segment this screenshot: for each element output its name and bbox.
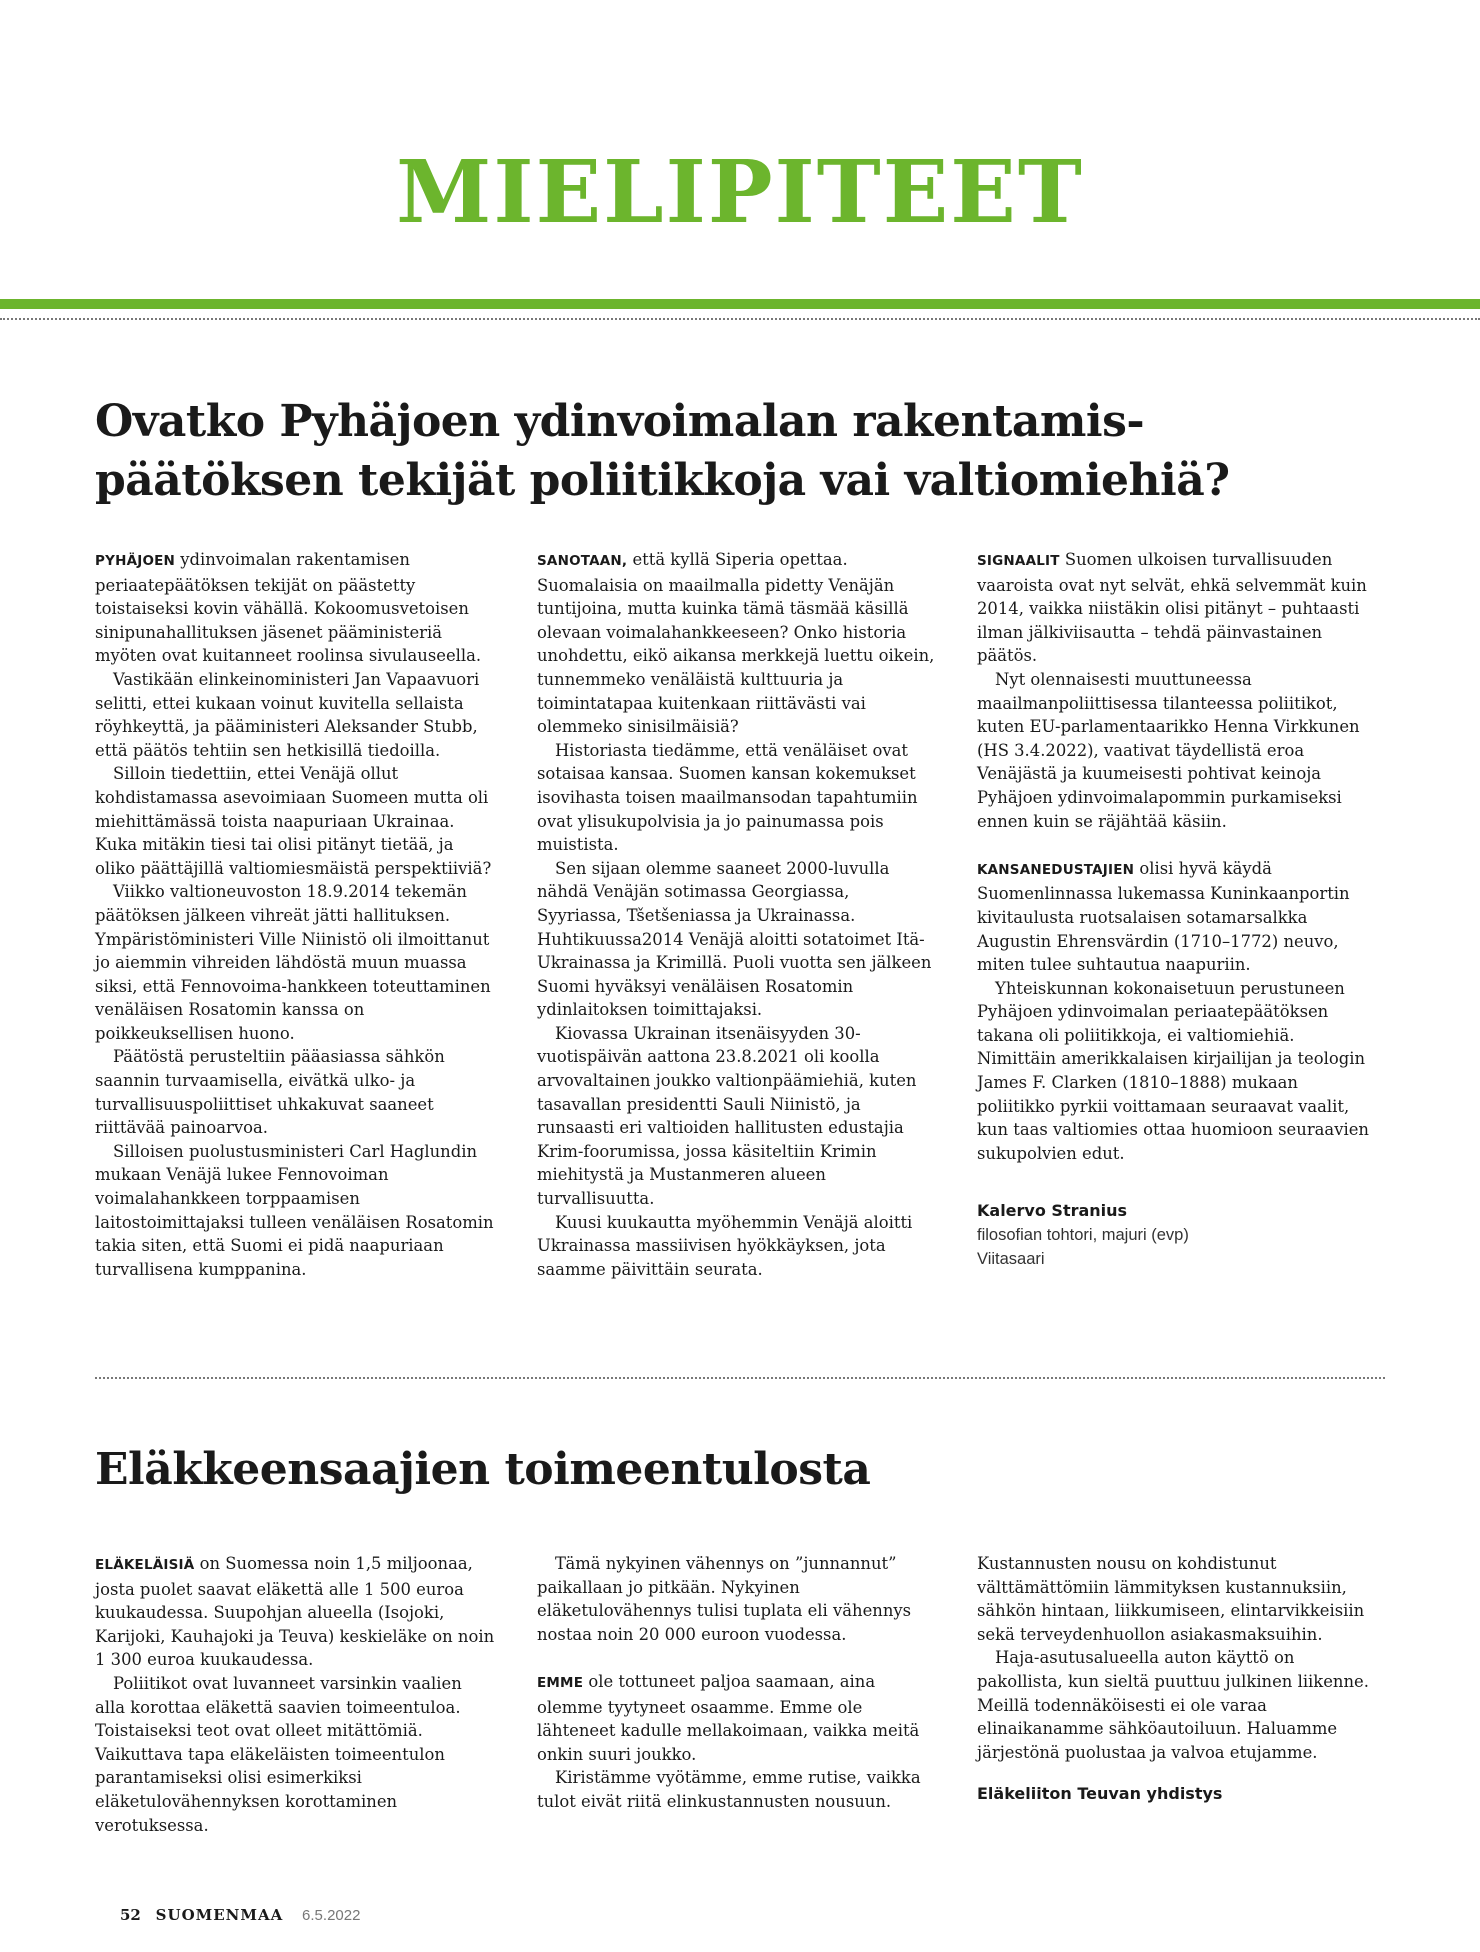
article1-col1-paragraph-5: Päätöstä perusteltiin pääasiassa sähkön saannin turvaamisella, eivätkä ulko- ja turvallisuuspoliittiset uhkakuvat saaneet riittävää painoarvoa. — [95, 1047, 445, 1138]
article2-col3-paragraph-1: Kustannusten nousu on kohdistunut välttämättömiin lämmityksen kustannuksiin, sähkön hintaan, liikkumiseen, elintarvikkeisiin sekä terveydenhuollon asiakasmaksuihin. — [977, 1554, 1365, 1644]
article1-col2-paragraph-3: Sen sijaan olemme saaneet 2000-luvulla nähdä Venäjän sotimassa Georgiassa, Syyriassa, Tšetšeniassa ja Ukrainassa. Huhtikuussa2014 Venäjä aloitti sotatoimet Itä-Ukrainassa ja Krimillä. Puoli vuotta sen jälkeen Suomi hyväksyi venäläisen Rosatomin ydinlaitoksen toimittajaksi. — [537, 858, 932, 1020]
article1-col2-paragraph-2: Historiasta tiedämme, että venäläiset ovat sotaisaa kansaa. Suomen kansan kokemukset isovihasta toisen maailmansodan tapahtumiin ovat ylisukupolvisia ja jo painumassa pois muistista. — [537, 740, 918, 855]
top-dotted-divider — [0, 318, 1480, 320]
article1-col2-kicker: SANOTAAN, — [537, 553, 628, 569]
article2-col3-paragraph-2: Haja-asutusalueella auton käyttö on pakollista, kun sieltä puuttuu julkinen liikenne. Meillä todennäköisesti ei ole varaa elinaikanamme sähköautoiluun. Haluamme järjestönä puolustaa ja valvoa etujamme. — [977, 1648, 1369, 1762]
article2-column-3 — [977, 1552, 1377, 1806]
article1-col3-paragraph-3: KANSANEDUSTAJIEN olisi hyvä käydä Suomenlinnassa lukemassa Kuninkaanportin kivitaulusta ruotsalaisen sotamarsalkka Augustin Ehrensvärdin (1710–1772) neuvo, miten tulee suhtautua naapuriin. — [977, 858, 1350, 975]
article1-col3-paragraph-4: Yhteiskunnan kokonaisetuun perustuneen Pyhäjoen ydinvoimalan periaatepäätöksen takana oli poliitikkoja, ei valtiomiehiä. Nimittäin amerikkalaisen kirjailijan ja teologin James F. Clarken (1810–1888) mukaan poliitikko pyrkii voittamaan seuraavat vaalit, kun taas valtiomies ottaa huomioon seuraavien sukupolvien edut. — [977, 978, 1369, 1163]
article2-col2-paragraph-2: EMME ole tottuneet paljoa saamaan, aina olemme tyytyneet osaamme. Emme ole lähteneet kadulle mellakoimaan, vaikka meitä onkin suuri joukko. — [537, 1671, 920, 1764]
article2-col1-kicker: ELÄKELÄISIÄ — [95, 1557, 195, 1573]
article1-col2-paragraph-5: Kuusi kuukautta myöhemmin Venäjä aloitti Ukrainassa massiivisen hyökkäyksen, jota saamme päivittäin seurata. — [537, 1212, 913, 1279]
signature-name: Kalervo Stranius — [977, 1201, 1128, 1221]
article2-col2-paragraph-1: Tämä nykyinen vähennys on ”junnannut” paikallaan jo pitkään. Nykyinen eläketulovähennys tulisi tuplata eli vähennys nostaa noin 20 000 euroon vuodessa. — [537, 1554, 912, 1644]
article2-col1-paragraph-2: Poliitikot ovat luvanneet varsinkin vaalien alla korottaa eläkettä saavien toimeentuloa. Toistaiseksi teot ovat olleet mitättömiä. Vaikuttava tapa eläkeläisten toimeentulon parantamiseksi olisi esimerkiksi eläketulovähennyksen korottaminen verotuksessa. — [95, 1673, 462, 1835]
article1-headline — [95, 392, 1395, 510]
section-title: MIELIPITEET — [396, 142, 1084, 243]
article1-col3-paragraph-2: Nyt olennaisesti muuttuneessa maailmanpoliittisessa tilanteessa poliitikot, kuten EU-parlamentaarikko Henna Virkkunen (HS 3.4.2022), vaativat täydellistä eroa Venäjästä ja kuumeisesti pohtivat keinoja Pyhäjoen ydinvoimalapommin purkamiseksi ennen kuin se räjähtää käsiin. — [977, 669, 1360, 831]
article1-col1-paragraph-3: Silloin tiedettiin, ettei Venäjä ollut kohdistamassa asevoimiaan Suomeen mutta oli miehittämässä toista naapuriaan Ukrainaa. Kuka mitäkin tiesi tai olisi pitänyt tietää, ja oliko päättäjillä valtiomiesmäistä perspektiiviä? — [95, 764, 492, 878]
signature-place: Viitasaari — [977, 1250, 1045, 1269]
article2-headline: Eläkkeensaajien toimeentulosta — [95, 1444, 871, 1495]
article2-signature: Eläkeliiton Teuvan yhdistys — [977, 1784, 1223, 1804]
article1-col1-paragraph-4: Viikko valtioneuvoston 18.9.2014 tekemän päätöksen jälkeen vihreät jätti hallituksen. Ympäristöministeri Ville Niinistö oli ilmoittanut jo aiemmin vihreiden lähdöstä muun muassa siksi, että Fennovoima-hankkeen toteuttaminen venäläisen Rosatomin kanssa on poikkeuksellisen huono. — [95, 882, 491, 1043]
article1-column-3 — [977, 548, 1377, 1271]
article1-headline-line2: päätöksen tekijät poliitikkoja vai valtiomiehiä? — [95, 455, 1230, 506]
article1-col3-paragraph-1: SIGNAALIT Suomen ulkoisen turvallisuuden vaaroista ovat nyt selvät, ehkä selvemmät kuin 2014, vaikka niistäkin olisi pitänyt – puhtaasti ilman jälkiviisautta – tehdä päinvastainen päätös. — [977, 550, 1367, 666]
page-footer — [120, 1906, 360, 1924]
article1-col3-kicker-2: KANSANEDUSTAJIEN — [977, 861, 1135, 878]
article1-column-1 — [95, 548, 495, 1281]
article1-col1-paragraph-6: Silloisen puolustusministeri Carl Haglundin mukaan Venäjä lukee Fennovoiman voimalahankkeen torppaamisen laitostoimittajaksi tulleen venäläisen Rosatomin takia siten, että Suomi ei pidä naapuriaan turvallisena kumppanina. — [95, 1141, 494, 1279]
article2-column-2 — [537, 1552, 937, 1814]
article2-col2-kicker: EMME — [537, 1674, 584, 1691]
article1-headline-line1: Ovatko Pyhäjoen ydinvoimalan rakentamis- — [95, 396, 1145, 447]
article-dotted-divider — [95, 1377, 1385, 1379]
signature-title: filosofian tohtori, majuri (evp) — [977, 1226, 1189, 1245]
section-green-rule — [0, 299, 1480, 309]
article2-col2-paragraph-3: Kiristämme vyötämme, emme rutise, vaikka tulot eivät riitä elinkustannusten nousuun. — [537, 1768, 921, 1811]
article1-signature — [977, 1199, 1377, 1271]
magazine-name: SUOMENMAA — [155, 1906, 284, 1924]
article1-col2-paragraph-4: Kiovassa Ukrainan itsenäisyyden 30-vuotispäivän aattona 23.8.2021 oli koolla arvovaltainen joukko valtionpäämiehiä, kuten tasavallan presidentti Sauli Niinistö, ja runsaasti eri valtioiden hallitusten edustajia Krim-foorumissa, jossa käsiteltiin Krimin miehitystä ja Mustanmeren alueen turvallisuutta. — [537, 1023, 917, 1209]
article1-col3-kicker: SIGNAALIT — [977, 553, 1060, 569]
article1-col1-kicker: PYHÄJOEN — [95, 553, 176, 569]
issue-date: 6.5.2022 — [302, 1907, 361, 1924]
article1-col1-paragraph-1: PYHÄJOEN ydinvoimalan rakentamisen periaatepäätöksen tekijät on päästetty toistaiseksi kovin vähällä. Kokoomusvetoisen sinipunahallituksen jäsenet pääministeriä myöten ovat kuitanneet roolinsa sivulauseella. — [95, 550, 482, 666]
page-number: 52 — [120, 1906, 141, 1924]
article1-col2-paragraph-1: SANOTAAN, että kyllä Siperia opettaa. Suomalaisia on maailmalla pidetty Venäjän tuntijoina, mutta kuinka tämä täsmää käsillä olevaan voimalahankkeeseen? Onko historia unohdettu, eikö aikansa merkkejä luettu oikein, tunnemmeko venäläistä kulttuuria ja toimintatapaa kuitenkaan riittävästi vai olemmeko sinisilmäisiä? — [537, 550, 935, 737]
article1-col1-paragraph-2: Vastikään elinkeinoministeri Jan Vapaavuori selitti, ettei kukaan voinut kuvitella sellaista röyhkeyttä, ja pääministeri Aleksander Stubb, että päätös tehtiin sen hetkisillä tiedoilla. — [95, 669, 480, 760]
article2-col1-paragraph-1: ELÄKELÄISIÄ on Suomessa noin 1,5 miljoonaa, josta puolet saavat eläkettä alle 1 500 euroa kuukaudessa. Suupohjan alueella (Isojoki, Karijoki, Kauhajoki ja Teuva) keskieläke on noin 1 300 euroa kuukaudessa. — [95, 1554, 495, 1670]
article1-column-2 — [537, 548, 937, 1281]
article2-column-1 — [95, 1552, 495, 1837]
